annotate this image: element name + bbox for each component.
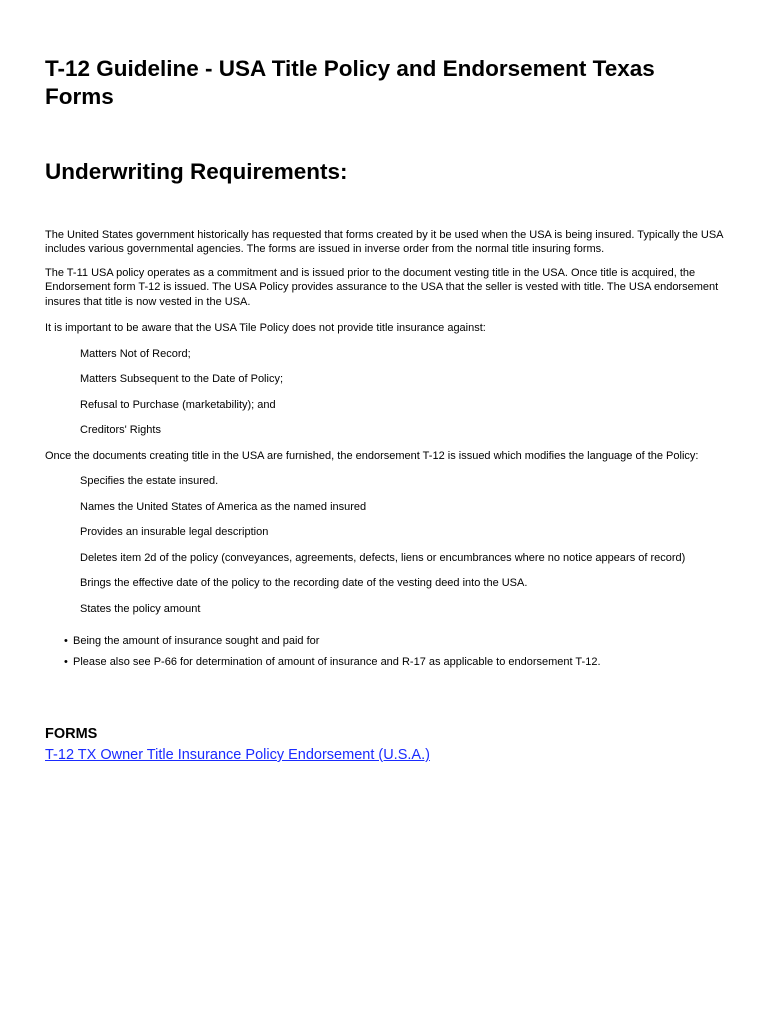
paragraph-forms-history: The United States government historically has requested that forms created by it be used when the USA is being insured. Typically the USA includes various governmental agencies. The forms are issued in inverse order from the normal title insuring forms.: [45, 229, 723, 256]
exclusion-item: Creditors' Rights: [80, 424, 161, 436]
modification-item: States the policy amount: [80, 603, 201, 615]
bullet-text: Being the amount of insurance sought and paid for: [73, 635, 320, 647]
exclusion-item: Refusal to Purchase (marketability); and: [80, 399, 276, 411]
modification-item: Deletes item 2d of the policy (conveyances, agreements, defects, liens or encumbrances where no notice appears of record): [80, 552, 686, 564]
paragraph-t11-policy: The T-11 USA policy operates as a commitment and is issued prior to the document vesting title in the USA. Once title is acquired, the Endorsement form T-12 is issued. The USA Policy provides assurance to the USA that the seller is vested with title. The USA endorsement insures that title is now vested in the USA.: [45, 267, 719, 308]
t12-form-link[interactable]: T-12 TX Owner Title Insurance Policy Endorsement (U.S.A.): [45, 747, 430, 763]
bullet-text: Please also see P-66 for determination of amount of insurance and R-17 as applicable to endorsement T-12.: [73, 656, 601, 668]
paragraph-endorsement-intro: Once the documents creating title in the USA are furnished, the endorsement T-12 is issued which modifies the language of the Policy:: [45, 450, 699, 462]
section-heading: Underwriting Requirements:: [45, 159, 348, 184]
exclusion-item: Matters Not of Record;: [80, 348, 191, 360]
modification-item: Specifies the estate insured.: [80, 475, 219, 487]
paragraph-exclusions-intro: It is important to be aware that the USA Tile Policy does not provide title insurance against:: [45, 322, 486, 334]
document-title: T-12 Guideline - USA Title Policy and Endorsement Texas Forms: [45, 56, 655, 109]
forms-heading: FORMS: [45, 726, 98, 742]
modification-item: Brings the effective date of the policy to the recording date of the vesting deed into the USA.: [80, 577, 528, 589]
bullet-item: [64, 655, 601, 669]
exclusion-item: Matters Subsequent to the Date of Policy;: [80, 373, 284, 385]
modification-item: Names the United States of America as the named insured: [80, 501, 367, 513]
bullet-dot-icon: •: [64, 635, 68, 647]
bullet-dot-icon: •: [64, 656, 68, 668]
modification-item: Provides an insurable legal description: [80, 526, 269, 538]
bullet-item: [64, 634, 319, 648]
